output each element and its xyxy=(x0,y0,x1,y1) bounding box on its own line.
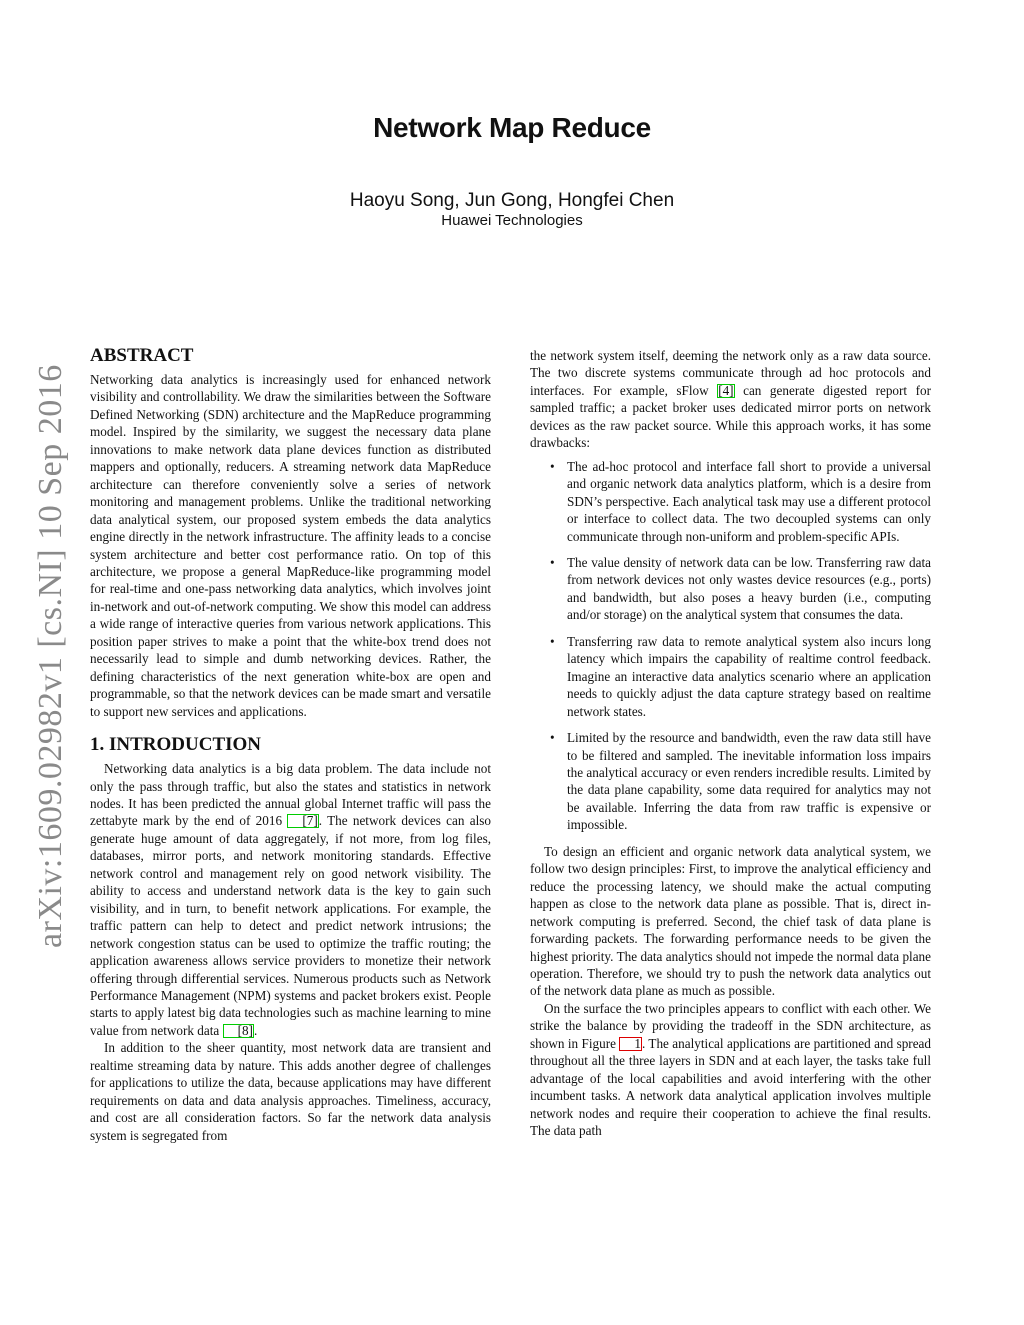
citation-link[interactable]: [7] xyxy=(287,814,318,828)
figure-reference-link[interactable]: 1 xyxy=(619,1037,642,1051)
list-item xyxy=(530,633,931,720)
right-p3-text-b: . The analytical applications are partitioned and spread throughout all the three layers in SDN and at each layer, the tasks take full advantage of the local capabilities and avoid interfering with the other incumbent tasks. A network data analytical application involves multiple network nodes and require their cooperation to achieve the final results. The data path xyxy=(530,1035,931,1139)
right-paragraph-2: To design an efficient and organic network data analytical system, we follow two design principles: First, to improve the analytical efficiency and reduce the processing latency, we should make the actual computing happen as close to the network data plane as possible. That is, direct in-network computing is preferred. Second, the chief task of data plane is forwarding packets. The forwarding performance needs to be given the highest priority. The data analytics should not impede the normal data plane operation. Therefore, we should try to push the network data analytics out of the network data plane as much as possible. xyxy=(530,843,931,999)
introduction-heading: 1. INTRODUCTION xyxy=(90,734,262,756)
abstract-text: Networking data analytics is increasingly used for enhanced network visibility and controllability. We draw the similarities between the Software Defined Networking (SDN) architecture and the MapReduce programming model. Inspired by the similarity, we suggest the necessary data plane innovations to make network data plane devices function as distributed mappers and optionally, reducers. A streaming network data MapReduce architecture can therefore conveniently solve a series of network monitoring and management problems. Unlike the traditional networking data analytical system, our proposed system embeds the data analytics engine directly in the network infrastructure. The affinity leads to a concise system architecture and better cost performance ratio. On top of this architecture, we propose a general MapReduce-like programming model for real-time and one-pass networking data analytics, which involves joint in-network and out-of-network computing. We show this model can address a wide range of interactive queries from various network applications. This position paper strives to make a point that the white-box trend does not necessarily lead to simple and dumb networking devices. Rather, the defining characteristics of the next generation white-box are open and programmable, so that the network devices can be made smart and versatile to support new services and applications. xyxy=(90,372,491,719)
list-item-text: Transferring raw data to remote analytical system also incurs long latency which impairs the capability of realtime control feedback. Imagine an interactive data analytics scenario where an application needs to quickly adjust the data capture strategy based on realtime network states. xyxy=(567,633,931,719)
intro-p1-text-c: . xyxy=(253,1022,258,1038)
right-p1-text-b: can generate digested report for sampled traffic; a packet broker uses dedicated mirror ports on network devices as the raw packet source. While this approach works, it has some drawbacks: xyxy=(530,382,931,451)
list-item xyxy=(530,729,931,834)
list-item-text: The ad-hoc protocol and interface fall short to provide a universal and organic network data analytics platform, which is a desire from SDN’s perspective. Each analytical task may use a different protocol or interface to collect data. The two decoupled systems can only communicate through non-uniform and problem-specific APIs. xyxy=(567,458,931,544)
intro-paragraph-1 xyxy=(90,760,491,1039)
right-paragraph-3 xyxy=(530,1000,931,1140)
paper-title: Network Map Reduce xyxy=(373,112,651,143)
citation-link[interactable]: [8] xyxy=(223,1024,254,1038)
bullet-icon: • xyxy=(550,458,555,474)
intro-paragraph-2: In addition to the sheer quantity, most network data are transient and realtime streaming data by nature. This adds another degree of challenges for applications to utilize the data, because applications may have different requirements on data and data analysis approaches. Timeliness, accuracy, and cost are all consideration factors. So far the network data analysis system is segregated from xyxy=(90,1040,491,1143)
abstract-heading: ABSTRACT xyxy=(90,345,194,366)
right-paragraph-1 xyxy=(530,347,931,452)
arxiv-watermark: arXiv:1609.02982v1 [cs.NI] 10 Sep 2016 xyxy=(32,364,69,948)
drawback-list xyxy=(530,458,931,834)
right-p1-text-a: the network system itself, deeming the network only as a raw data source. The two discrete systems communicate through ad hoc protocols and interfaces. For example, sFlow xyxy=(530,348,931,398)
intro-p1-text-b: . The network devices can also generate huge amount of data aggregately, if not more, from log files, databases, mirror ports, and network monitoring standards. Effective network control and management rely on good network visibility. The ability to access and understand network data is the key to gain such visibility, and in turn, to benefit network applications. For example, the traffic pattern can help to detect and predict network intrusions; the network congestion status can be used to optimize the traffic routing; the application awareness allows service providers to monetize their network offering through differential services. Numerous products such as Network Performance Management (NPM) systems and packet brokers exist. People starts to apply latest big data technologies such as machine learning to mine value from network data xyxy=(90,813,491,1038)
list-item xyxy=(530,458,931,545)
list-item-text: The value density of network data can be low. Transferring raw data from network devices not only wastes device resources (e.g., ports) and bandwidth, but also poses a heavy burden (i.e., computing and/or storage) on the analytical system that consumes the data. xyxy=(567,554,931,623)
list-item-text: Limited by the resource and bandwidth, even the raw data still have to be filtered and sampled. The inevitable information loss impairs the analytical accuracy or even renders incredible results. Limited by the data plane capability, some data required for analytics may not be available. Inferring the data from raw traffic is expensive or impossible. xyxy=(567,730,931,833)
list-item xyxy=(530,554,931,624)
citation-link[interactable]: [4] xyxy=(718,382,734,398)
bullet-icon: • xyxy=(550,633,555,649)
left-column xyxy=(90,345,491,1144)
author-list: Haoyu Song, Jun Gong, Hongfei Chen xyxy=(349,190,675,211)
affiliation: Huawei Technologies xyxy=(441,212,583,229)
right-column xyxy=(530,347,931,1139)
bullet-icon: • xyxy=(550,554,555,570)
intro-p1-text-a: Networking data analytics is a big data problem. The data include not only the pass through traffic, but also the states and statistics in network nodes. It has been predicted the annual global Internet traffic will pass the zettabyte mark by the end of 2016 xyxy=(90,761,491,829)
bullet-icon: • xyxy=(550,730,555,746)
right-p3-text-a: On the surface the two principles appears to conflict with each other. We strike the balance by providing the tradeoff in the SDN architecture, as shown in Figure xyxy=(530,1000,931,1051)
